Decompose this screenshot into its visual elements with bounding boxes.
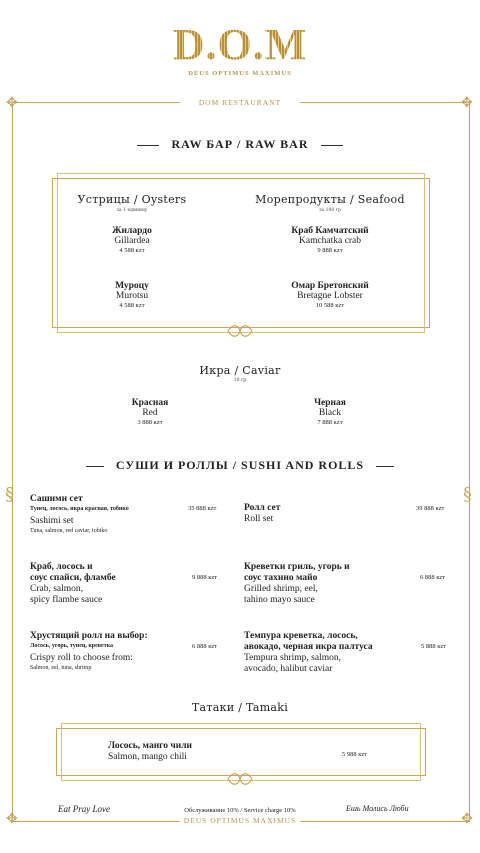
corner-ornament-icon: ✥ [6, 811, 18, 827]
item-desc-en: Salmon, eel, tuna, shrimp [30, 665, 92, 671]
oysters-title: Устрицы / Oysters [77, 193, 187, 206]
title-dash [137, 145, 159, 146]
title-dash [321, 145, 343, 146]
item-name-en: Gillardea [114, 236, 150, 246]
roll-item [30, 494, 210, 536]
item-name-en: spicy flambe sauce [30, 595, 103, 605]
item-name-en: tahino mayo sauce [244, 595, 315, 605]
title-dash [376, 466, 394, 467]
roll-item [30, 562, 190, 606]
item-desc-ru: Тунец, лосось, икра красная, тобико [30, 506, 129, 512]
item-name-ru: соус тахино майо [244, 573, 318, 583]
caviar-title: Икра / Caviar [199, 364, 281, 377]
raw-bar-heading [0, 137, 480, 152]
item-price: 5 988 кzт [342, 751, 368, 758]
oyster-item [62, 226, 202, 254]
side-ornament-icon: § [463, 484, 472, 505]
item-name-ru: Краб Камчатский [291, 226, 369, 236]
service-charge: Обслуживание 10% / Service charge 10% [184, 807, 296, 814]
loop-ornament-icon [226, 324, 254, 338]
item-name-ru: Ролл сет [244, 503, 281, 513]
logo [0, 22, 480, 77]
seafood-note: за 100 гр [319, 208, 341, 213]
item-price: 39 888 кzт [416, 505, 445, 512]
item-name-ru: Омар Бретонский [291, 281, 369, 291]
item-name-ru: Жилардо [112, 226, 152, 236]
item-price: 10 588 кzт [315, 302, 345, 309]
item-name-ru: Черная [314, 398, 346, 408]
caviar-item [260, 398, 400, 426]
side-ornament-icon: § [5, 484, 14, 505]
item-name-en: Kamchatka crab [299, 236, 361, 246]
roll-item [244, 503, 404, 525]
tataki-title: Татаки / Tamaki [191, 701, 289, 714]
logo-mark: D.O.M [0, 22, 480, 68]
item-name-en: Crispy roll to choose from: [30, 653, 133, 663]
item-price: 35 888 кzт [188, 505, 217, 512]
item-name-en: Salmon, mango chili [108, 752, 187, 762]
roll-item [244, 562, 414, 606]
item-name-ru: Краб, лосось и [30, 562, 93, 572]
item-name-en: Black [318, 408, 342, 418]
caviar-item [80, 398, 220, 426]
oysters-note: за 1 единицу [116, 208, 148, 213]
footer-script-left: Eat Pray Love [58, 804, 110, 814]
seafood-title: Морепродукты / Seafood [255, 193, 405, 206]
item-name-ru: Креветки гриль, угорь и [244, 562, 350, 572]
sushi-heading [0, 458, 480, 473]
corner-ornament-icon: ✥ [461, 95, 473, 111]
caviar-note: 10 гр [233, 378, 247, 383]
item-price: 6 888 кzт [420, 574, 446, 581]
item-price: 9 888 кzт [192, 574, 218, 581]
footer-tagline: DEUS OPTIMUS MAXIMUS [180, 816, 300, 825]
item-name-en: Roll set [244, 514, 274, 524]
item-name-en: Sashimi set [30, 516, 74, 526]
item-name-ru: Хрустящий ролл на выбор: [30, 631, 148, 641]
item-name-ru: авокадо, черная икра палтуса [244, 642, 373, 652]
item-name-ru: Лосось, манго чили [108, 741, 193, 751]
item-name-ru: Муроцу [115, 281, 149, 291]
logo-tagline: DEUS OPTIMUS MAXIMUS [188, 70, 292, 77]
tataki-item [108, 741, 268, 763]
seafood-item [248, 226, 412, 254]
footer-script-right: Ешь Молись Люби [346, 804, 409, 813]
item-name-ru: Красная [131, 398, 169, 408]
item-price: 4 588 кzт [119, 302, 145, 309]
item-price: 9 888 кzт [317, 247, 343, 254]
item-name-en: Grilled shrimp, eel, [244, 584, 318, 594]
corner-ornament-icon: ✥ [6, 95, 18, 111]
item-name-ru: Темпура креветка, лосось, [244, 631, 358, 641]
item-desc-ru: Лосось, угорь, тунец, креветка [30, 643, 114, 649]
item-name-en: Crab, salmon, [30, 584, 84, 594]
seafood-item [248, 281, 412, 309]
item-price: 3 888 кzт [137, 419, 163, 426]
item-desc-en: Tuna, salmon, red caviar, tobiko [30, 528, 108, 534]
restaurant-label: DOM RESTAURANT [180, 98, 300, 107]
roll-item [244, 631, 420, 675]
loop-ornament-icon [226, 772, 254, 786]
raw-bar-title: RAW БАР / RAW BAR [171, 137, 309, 151]
item-name-ru: Сашими сет [30, 494, 83, 504]
item-name-en: Bretagne Lobster [297, 291, 363, 301]
item-name-en: Tempura shrimp, salmon, [244, 653, 341, 663]
item-price: 7 888 кzт [317, 419, 343, 426]
roll-item [30, 631, 190, 673]
corner-ornament-icon: ✥ [461, 811, 473, 827]
item-price: 4 588 кzт [119, 247, 145, 254]
item-name-ru: соус спайси, фламбе [30, 573, 116, 583]
item-name-en: Red [142, 408, 158, 418]
sushi-title: СУШИ И РОЛЛЫ / SUSHI AND ROLLS [115, 458, 365, 472]
item-price: 5 888 кzт [421, 643, 447, 650]
item-price: 6 888 кzт [192, 643, 218, 650]
oyster-item [62, 281, 202, 309]
item-name-en: avocado, halibut caviar [244, 664, 333, 674]
item-name-en: Murotsu [115, 291, 149, 301]
title-dash [86, 466, 104, 467]
